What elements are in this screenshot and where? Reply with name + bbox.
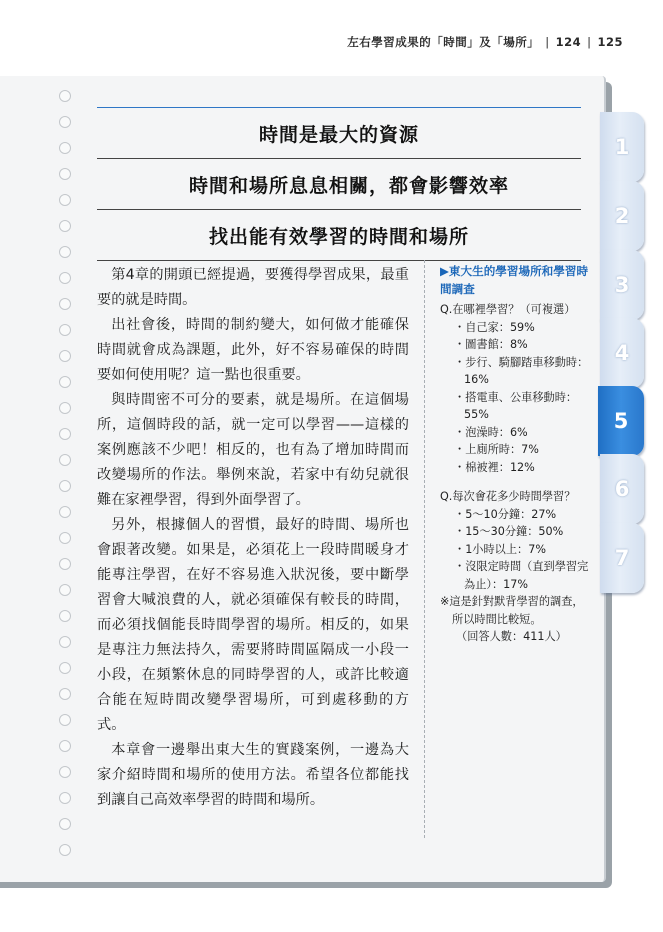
paragraph: 本章會一邊舉出東大生的實踐案例，一邊為大家介紹時間和場所的使用方法。希望各位都能找到讓自己高效率學習的時間和場所。: [97, 742, 409, 808]
binder-hole: [59, 142, 71, 154]
title-rule: [97, 260, 581, 261]
binder-hole: [59, 558, 71, 570]
binder-hole: [59, 168, 71, 180]
column-divider: [424, 260, 425, 838]
binder-hole: [59, 272, 71, 284]
survey-item: ・沒限定時間（直到學習完為止）：17%: [454, 560, 589, 591]
binder-hole: [59, 792, 71, 804]
survey-item: ・圖書館：8%: [454, 338, 528, 351]
page-number-left: 124: [555, 35, 582, 49]
binder-hole: [59, 350, 71, 362]
binder-hole: [59, 818, 71, 830]
binder-hole: [59, 428, 71, 440]
binder-hole: [59, 376, 71, 388]
chapter-tab-2[interactable]: 2: [600, 181, 644, 251]
binder-holes: [59, 90, 73, 880]
binder-hole: [59, 844, 71, 856]
survey-item: ・泡澡時：6%: [454, 425, 528, 439]
separator: |: [545, 35, 550, 49]
paragraph: 第4章的開頭已經提過，要獲得學習成果，最重要的就是時間。: [97, 267, 409, 308]
survey-note: ※這是針對默背學習的調查，所以時間比較短。: [440, 595, 584, 626]
body-text: [97, 263, 409, 813]
survey-item: ・5〜10分鐘：27%: [454, 507, 557, 521]
binder-hole: [59, 506, 71, 518]
binder-hole: [59, 740, 71, 752]
paragraph: 與時間密不可分的要素，就是場所。在這個場所，這個時段的話，就一定可以學習——這樣的案例應該不少吧！相反的，也有為了增加時間而改變場所的作法。舉例來說，若家中有幼兒就很難在家裡學習，得到外面學習了。: [97, 392, 409, 508]
separator: |: [587, 35, 592, 49]
chapter-tab-5[interactable]: 5: [598, 386, 644, 456]
title-line-2: 時間和場所息息相關，都會影響效率: [188, 174, 509, 197]
survey-question-1: Q.在哪裡學習？（可複選）: [440, 303, 576, 316]
survey-title: ▶東大生的學習場所和學習時間調查: [440, 264, 589, 296]
binder-hole: [59, 324, 71, 336]
survey-item: ・1小時以上：7%: [454, 542, 546, 556]
survey-item: ・自己家：59%: [454, 320, 535, 334]
binder-hole: [59, 662, 71, 674]
paragraph: 出社會後，時間的制約變大，如何做才能確保時間就會成為課題，此外，好不容易確保的時間要如何使用呢？這一點也很重要。: [97, 317, 409, 383]
binder-hole: [59, 688, 71, 700]
binder-hole: [59, 766, 71, 778]
binder-hole: [59, 714, 71, 726]
binder-hole: [59, 402, 71, 414]
survey-sidebar: [440, 263, 590, 646]
binder-hole: [59, 220, 71, 232]
title-line-3: 找出能有效學習的時間和場所: [208, 225, 469, 248]
survey-item: ・15〜30分鐘：50%: [454, 525, 564, 538]
binder-hole: [59, 532, 71, 544]
title-line-1: 時間是最大的資源: [258, 123, 419, 146]
chapter-tab-3[interactable]: 3: [600, 250, 644, 320]
binder-hole: [59, 246, 71, 258]
survey-item: ・上廁所時：7%: [454, 443, 539, 456]
running-head: [347, 34, 623, 50]
survey-item: ・搭電車、公車移動時：55%: [454, 390, 578, 421]
chapter-tab-4[interactable]: 4: [600, 318, 644, 388]
survey-item: ・棉被裡：12%: [454, 460, 535, 474]
paragraph: 另外，根據個人的習慣，最好的時間、場所也會跟著改變。如果是，必須花上一段時間暖身才能專注學習，在好不容易進入狀況後，要中斷學習會大喊浪費的人，就必須確保有較長的時間，而必須找個能長時間學習的場所。相反的，如果是專注力無法持久，需要將時間區隔成一小段一小段，在頻繁休息的同時學習的人，或許比較適合能在短時間改變學習場所，可到處移動的方式。: [97, 517, 409, 733]
binder-hole: [59, 610, 71, 622]
page-number-right: 125: [597, 35, 623, 49]
section-title-block: [97, 107, 581, 261]
survey-item: ・步行、騎腳踏車移動時：16%: [454, 355, 589, 386]
binder-hole: [59, 454, 71, 466]
binder-hole: [59, 584, 71, 596]
binder-hole: [59, 636, 71, 648]
binder-hole: [59, 298, 71, 310]
binder-hole: [59, 90, 71, 102]
chapter-tab-7[interactable]: 7: [600, 523, 644, 593]
survey-question-2: Q.每次會花多少時間學習？: [440, 490, 576, 503]
running-title: 左右學習成果的「時間」及「場所」: [347, 35, 540, 49]
binder-hole: [59, 116, 71, 128]
chapter-tabs: [604, 0, 663, 932]
chapter-tab-1[interactable]: 1: [600, 112, 644, 182]
binder-hole: [59, 480, 71, 492]
binder-hole: [59, 194, 71, 206]
chapter-tab-6[interactable]: 6: [600, 454, 644, 524]
survey-respondents: （回答人數：411人）: [456, 630, 567, 643]
